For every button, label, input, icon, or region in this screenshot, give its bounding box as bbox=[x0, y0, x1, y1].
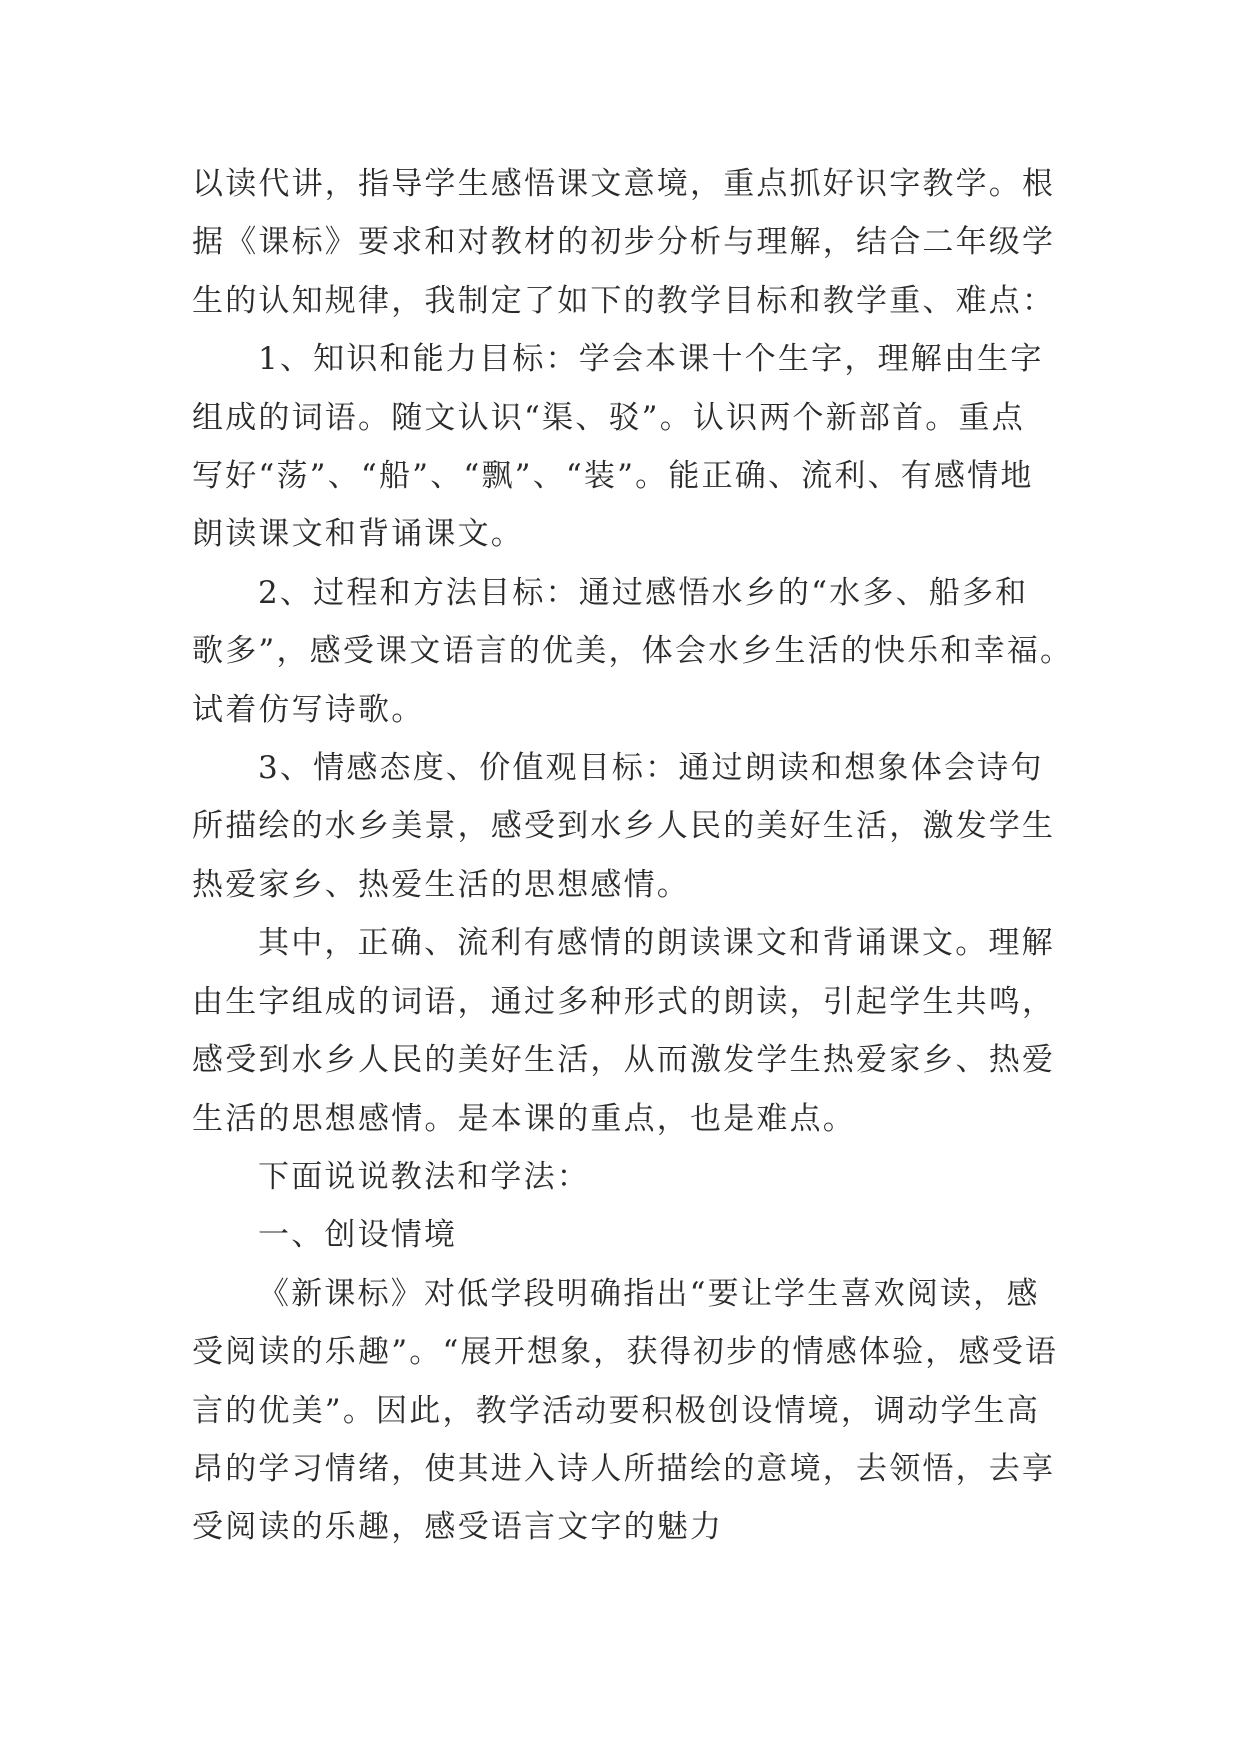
text-line: 2、过程和方法目标：通过感悟水乡的“水多、船多和 bbox=[258, 574, 1029, 611]
paragraph-goal-emotion bbox=[192, 739, 1072, 914]
paragraph-intro bbox=[192, 155, 1072, 330]
document-body bbox=[192, 155, 1072, 1557]
text-line: 下面说说教法和学法： bbox=[258, 1158, 590, 1195]
paragraph-goal-process bbox=[192, 564, 1072, 739]
paragraph-goal-knowledge bbox=[192, 330, 1072, 564]
text-line: 朗读课文和背诵课文。 bbox=[192, 516, 524, 553]
text-line: 3、情感态度、价值观目标：通过朗读和想象体会诗句 bbox=[258, 750, 1044, 787]
text-line: 所描绘的水乡美景，感受到水乡人民的美好生活，激发学生 bbox=[192, 808, 1056, 845]
paragraph-new-standard bbox=[192, 1265, 1072, 1557]
text-line: 1、知识和能力目标：学会本课十个生字，理解由生字 bbox=[258, 341, 1044, 378]
paragraph-methods-intro bbox=[192, 1148, 1072, 1206]
text-line: 生活的思想感情。是本课的重点，也是难点。 bbox=[192, 1100, 856, 1137]
text-line: 歌多”，感受课文语言的优美，体会水乡生活的快乐和幸福。 bbox=[192, 633, 1074, 670]
text-line: 言的优美”。因此，教学活动要积极创设情境，调动学生高 bbox=[192, 1392, 1041, 1429]
paragraph-key-points bbox=[192, 914, 1072, 1148]
text-line: 以读代讲，指导学生感悟课文意境，重点抓好识字教学。根 bbox=[192, 166, 1056, 202]
text-line: 《新课标》对低学段明确指出“要让学生喜欢阅读，感 bbox=[258, 1275, 1040, 1312]
text-line: 受阅读的乐趣”。“展开想象，获得初步的情感体验，感受语 bbox=[192, 1334, 1059, 1371]
section-heading-create-context bbox=[192, 1206, 1072, 1264]
text-line: 试着仿写诗歌。 bbox=[192, 691, 425, 728]
text-line: 感受到水乡人民的美好生活，从而激发学生热爱家乡、热爱 bbox=[192, 1042, 1056, 1079]
text-line: 生的认知规律，我制定了如下的教学目标和教学重、难点： bbox=[192, 282, 1056, 319]
text-line: 写好“荡”、“船”、“飘”、“装”。能正确、流利、有感情地 bbox=[192, 458, 1034, 495]
text-line: 热爱家乡、热爱生活的思想感情。 bbox=[192, 866, 690, 903]
text-line: 组成的词语。随文认识“渠、驳”。认识两个新部首。重点 bbox=[192, 399, 1025, 436]
text-line: 其中，正确、流利有感情的朗读课文和背诵课文。理解 bbox=[258, 925, 1055, 962]
text-line: 一、创设情境 bbox=[258, 1217, 458, 1254]
text-line: 昂的学习情绪，使其进入诗人所描绘的意境，去领悟，去享 bbox=[192, 1450, 1056, 1487]
text-line: 由生字组成的词语，通过多种形式的朗读，引起学生共鸣， bbox=[192, 983, 1056, 1020]
text-line: 受阅读的乐趣，感受语言文字的魅力 bbox=[192, 1509, 724, 1546]
text-line: 据《课标》要求和对教材的初步分析与理解，结合二年级学 bbox=[192, 224, 1056, 261]
